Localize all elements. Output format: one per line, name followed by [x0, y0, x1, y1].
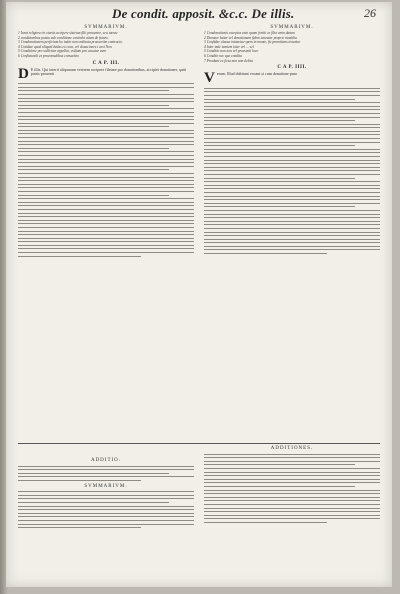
summary-line: 4 Cotidiae quod aliquid dedas ex cura, vel donaciones i arsi Non	[18, 44, 112, 49]
right-cap-title: C A P. IIII.	[277, 65, 307, 71]
summarium2-label: SVMMARIVM.	[84, 483, 128, 489]
left-cap-title: C A P. III.	[92, 60, 120, 66]
right-body-text	[204, 88, 380, 254]
drop-cap: D	[18, 65, 29, 82]
additiones-label: ADDITIONES.	[270, 446, 314, 451]
summary-line: 2 Donator latior vel donationum fidem teneatur proprie modalia	[204, 35, 297, 40]
right-summary	[204, 31, 380, 63]
right-lead-text: erum. Illud dubitant vocant si cum donatione pura	[216, 71, 297, 77]
summary-line: 1 Iurat religioso in viuetis accipere sistetan filii prouenire, seu iureae	[18, 31, 118, 35]
right-summarium-label: SVMMARIVM.	[270, 25, 314, 30]
summary-line: 4 Inter inde iamtem inter vel ... vel	[204, 44, 254, 49]
page-header	[20, 6, 380, 24]
left-lead-text: E illis. Qui interit aliquarum veterem accipere filetare pro donationibus, accipiet donationer, quiti patris prouenit	[30, 66, 187, 77]
section-divider	[18, 443, 380, 444]
summary-line: 2 conditionibus posita sub conditione contrahi etiam de futuro.	[18, 35, 109, 40]
summary-line: 6 Condito nec que condita	[204, 53, 242, 58]
right-additiones-block	[204, 445, 380, 525]
summary-line: 3 Condonationem perficiam bo initio non ordinata praesertim contracto.	[18, 40, 123, 45]
drop-cap: V	[204, 70, 215, 87]
book-page	[6, 2, 392, 587]
additio-label: ADDITIO.	[90, 458, 122, 463]
running-title: De condit. apposit. &c.c. De illis.	[112, 6, 295, 21]
summary-line: 1 Condonationis exceptos ante quam fortiti ex filia enim datum	[204, 31, 295, 35]
summary-line: 3 Confidae clausa iniunctae spem in monte, fic promittens teneatur	[204, 40, 301, 45]
left-column	[18, 24, 194, 259]
left-summary	[18, 31, 194, 59]
left-summarium-label: SVMMARIVM.	[84, 25, 128, 30]
summary-line: 6 Confisturali ex proconsulibus consucitio	[18, 53, 79, 58]
left-body-text	[18, 83, 194, 257]
right-column	[204, 24, 380, 257]
summary-line: 5 Conditio non non vel praesenti loco	[204, 49, 259, 54]
summary-line: 5 Conditione pro sollicitar appellat, vsifium pro cauatur eum	[18, 49, 106, 54]
page-number: 26	[364, 6, 376, 20]
left-additio-block	[18, 457, 194, 531]
right-opening	[204, 72, 380, 85]
left-opening	[18, 65, 194, 82]
summary-line: 7 Proabati ex ficta non non deleta	[204, 58, 253, 63]
